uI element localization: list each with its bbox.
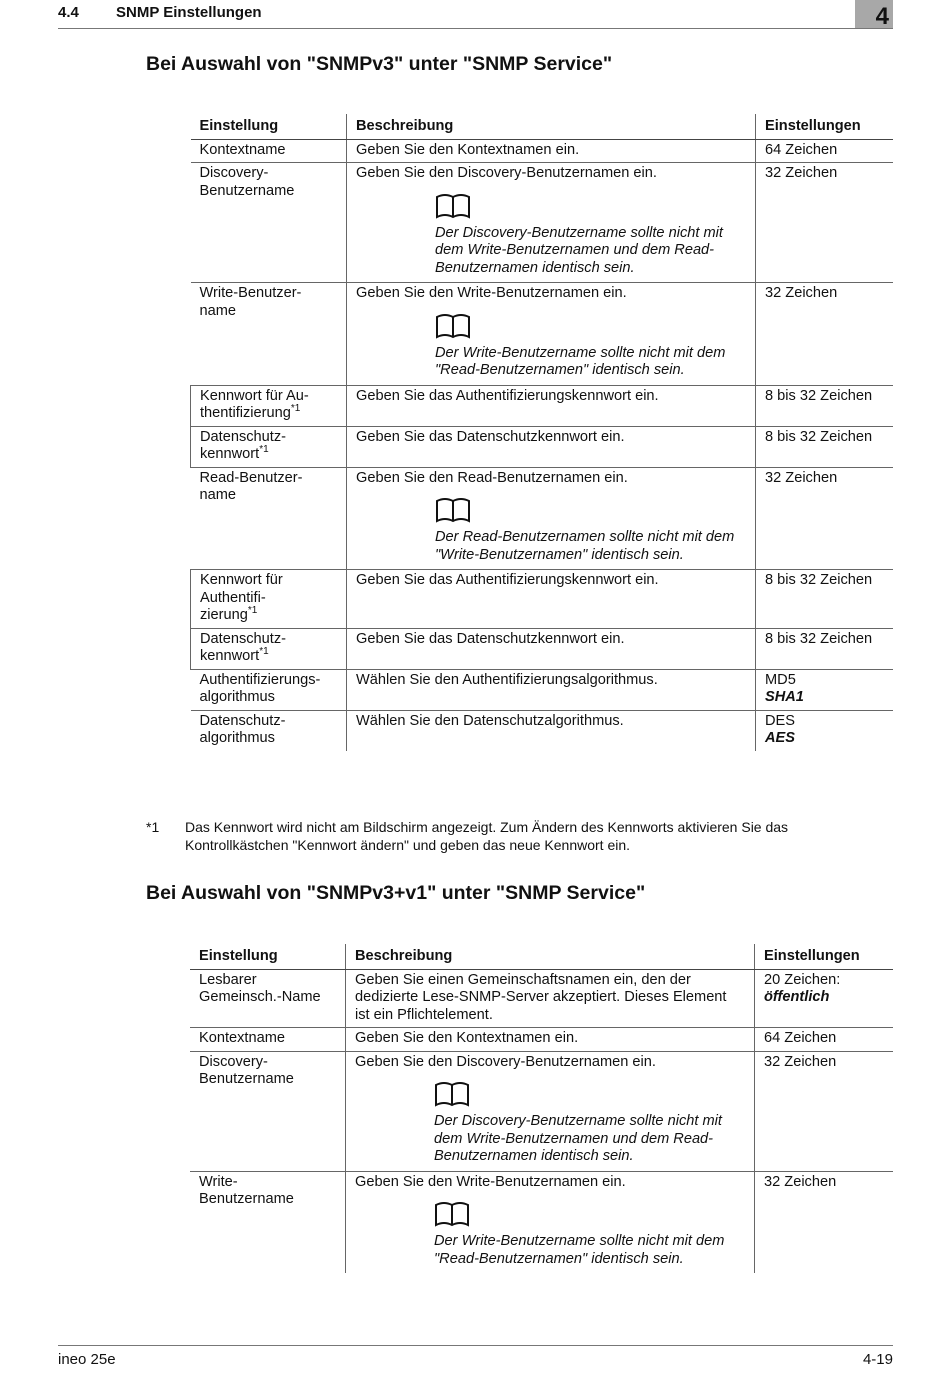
table-row <box>191 710 894 751</box>
table-header-row <box>191 114 894 139</box>
value-option: MD5 <box>765 671 796 688</box>
setting-cell: Kennwort für Au- thentifizierung$^{*1}$ <box>191 385 347 426</box>
section1-table <box>190 114 893 751</box>
section-title: SNMP Einstellungen <box>116 4 262 21</box>
table-row <box>190 969 893 1028</box>
book-icon <box>435 313 471 339</box>
description-cell: Geben Sie den Kontextnamen ein. <box>347 139 756 163</box>
description-cell <box>346 1171 755 1273</box>
note <box>434 1081 745 1166</box>
value-cell: 8 bis 32 Zeichen <box>756 628 894 669</box>
table-row <box>191 570 894 629</box>
note <box>435 193 746 278</box>
setting-cell: Read-Benutzer- name <box>191 467 347 570</box>
table-row <box>191 669 894 710</box>
setting-cell: Discovery- Benutzername <box>190 1051 346 1171</box>
chapter-tab: 4 <box>855 0 893 28</box>
col-header: Einstellungen <box>755 944 894 969</box>
table-row <box>191 426 894 467</box>
col-header: Beschreibung <box>347 114 756 139</box>
setting-cell: Datenschutz- kennwort$^{*1}$ <box>191 426 347 467</box>
value-cell: 8 bis 32 Zeichen <box>756 426 894 467</box>
table-row <box>191 628 894 669</box>
product-name: ineo 25e <box>58 1351 116 1368</box>
section2-table <box>190 944 893 1273</box>
value-option: 20 Zeichen: <box>764 971 841 988</box>
default-value: AES <box>765 730 796 746</box>
note <box>434 1201 745 1268</box>
description-text: Geben Sie den Read-Benutzernamen ein. <box>356 469 628 486</box>
footnote-mark: *1 <box>146 819 160 835</box>
description-text: Geben Sie den Write-Benutzernamen ein. <box>355 1173 626 1190</box>
default-value: öffentlich <box>764 989 830 1005</box>
table-row <box>190 1051 893 1171</box>
setting-cell: Datenschutz- kennwort$^{*1}$ <box>191 628 347 669</box>
table-row <box>191 467 894 570</box>
page-header <box>58 0 893 29</box>
setting-cell: Authentifizierungs- algorithmus <box>191 669 347 710</box>
description-cell <box>346 1051 755 1171</box>
note <box>435 313 746 380</box>
description-cell <box>347 467 756 570</box>
table-row <box>191 385 894 426</box>
value-option: DES <box>765 712 796 729</box>
description-cell: Geben Sie einen Gemeinschaftsnamen ein, den der dedizierte Lese-SNMP-Server akzeptiert. Dieses Element ist ein Pflichtelement. <box>346 969 755 1028</box>
setting-cell: Write-Benutzer- name <box>191 283 347 386</box>
setting-cell: Datenschutz- algorithmus <box>191 710 347 751</box>
book-icon <box>434 1081 470 1107</box>
section-number: 4.4 <box>58 4 79 21</box>
description-text: Geben Sie den Discovery-Benutzernamen ein. <box>356 165 657 181</box>
value-cell: 8 bis 32 Zeichen <box>756 385 894 426</box>
value-cell: 32 Zeichen <box>756 467 894 570</box>
setting-cell: Discovery- Benutzername <box>191 163 347 283</box>
default-value: SHA1 <box>765 689 804 705</box>
section1-title: Bei Auswahl von "SNMPv3" unter "SNMP Service" <box>146 53 613 75</box>
setting-cell: Kennwort für Authentifi- zierung$^{*1}$ <box>191 570 347 629</box>
note-text: Der Discovery-Benutzername sollte nicht mit dem Write-Benutzernamen und dem Read-Benutzernamen identisch sein. <box>435 224 723 276</box>
section2-title: Bei Auswahl von "SNMPv3+v1" unter "SNMP Service" <box>146 882 646 904</box>
description-text: Geben Sie den Write-Benutzernamen ein. <box>356 285 627 301</box>
description-cell <box>347 163 756 283</box>
description-cell: Geben Sie das Datenschutzkennwort ein. <box>347 426 756 467</box>
description-cell: Wählen Sie den Authentifizierungsalgorithmus. <box>347 669 756 710</box>
value-cell: 32 Zeichen <box>756 283 894 386</box>
description-cell <box>347 283 756 386</box>
table-row <box>191 139 894 163</box>
description-cell: Geben Sie das Authentifizierungskennwort ein. <box>347 570 756 629</box>
value-cell <box>755 969 894 1028</box>
footnote-text: Das Kennwort wird nicht am Bildschirm angezeigt. Zum Ändern des Kennworts aktivieren Sie das Kontrollkästchen "Kennwort ändern" und geben das neue Kennwort ein. <box>185 819 789 853</box>
description-cell: Geben Sie das Authentifizierungskennwort ein. <box>347 385 756 426</box>
col-header: Einstellungen <box>756 114 894 139</box>
table-row <box>191 163 894 283</box>
table-row <box>191 283 894 386</box>
setting-cell: Kontextname <box>190 1028 346 1052</box>
col-header: Beschreibung <box>346 944 755 969</box>
value-cell: 64 Zeichen <box>756 139 894 163</box>
col-header: Einstellung <box>191 114 347 139</box>
page-number: 4-19 <box>862 1351 893 1368</box>
page-footer <box>58 1345 893 1368</box>
value-cell: 32 Zeichen <box>755 1171 894 1273</box>
description-cell: Geben Sie den Kontextnamen ein. <box>346 1028 755 1052</box>
value-cell: 8 bis 32 Zeichen <box>756 570 894 629</box>
note-text: Der Read-Benutzernamen sollte nicht mit dem "Write-Benutzernamen" identisch sein. <box>435 529 735 563</box>
note-text: Der Write-Benutzername sollte nicht mit dem "Read-Benutzernamen" identisch sein. <box>434 1233 725 1267</box>
description-cell: Geben Sie das Datenschutzkennwort ein. <box>347 628 756 669</box>
setting-cell: Kontextname <box>191 139 347 163</box>
setting-cell: Write- Benutzername <box>190 1171 346 1273</box>
note-text: Der Discovery-Benutzername sollte nicht mit dem Write-Benutzernamen und dem Read-Benutzernamen identisch sein. <box>434 1113 722 1164</box>
note-text: Der Write-Benutzername sollte nicht mit dem "Read-Benutzernamen" identisch sein. <box>435 344 726 378</box>
value-cell: 64 Zeichen <box>755 1028 894 1052</box>
book-icon <box>435 497 471 523</box>
description-cell: Wählen Sie den Datenschutzalgorithmus. <box>347 710 756 751</box>
table-row <box>190 1028 893 1052</box>
value-cell: 32 Zeichen <box>755 1051 894 1171</box>
setting-cell: Lesbarer Gemeinsch.-Name <box>190 969 346 1028</box>
table-row <box>190 1171 893 1273</box>
col-header: Einstellung <box>190 944 346 969</box>
value-cell: 32 Zeichen <box>756 163 894 283</box>
value-cell <box>756 669 894 710</box>
note <box>435 497 746 564</box>
table-header-row <box>190 944 893 969</box>
book-icon <box>435 193 471 219</box>
description-text: Geben Sie den Discovery-Benutzernamen ein. <box>355 1053 656 1070</box>
value-cell <box>756 710 894 751</box>
book-icon <box>434 1201 470 1227</box>
